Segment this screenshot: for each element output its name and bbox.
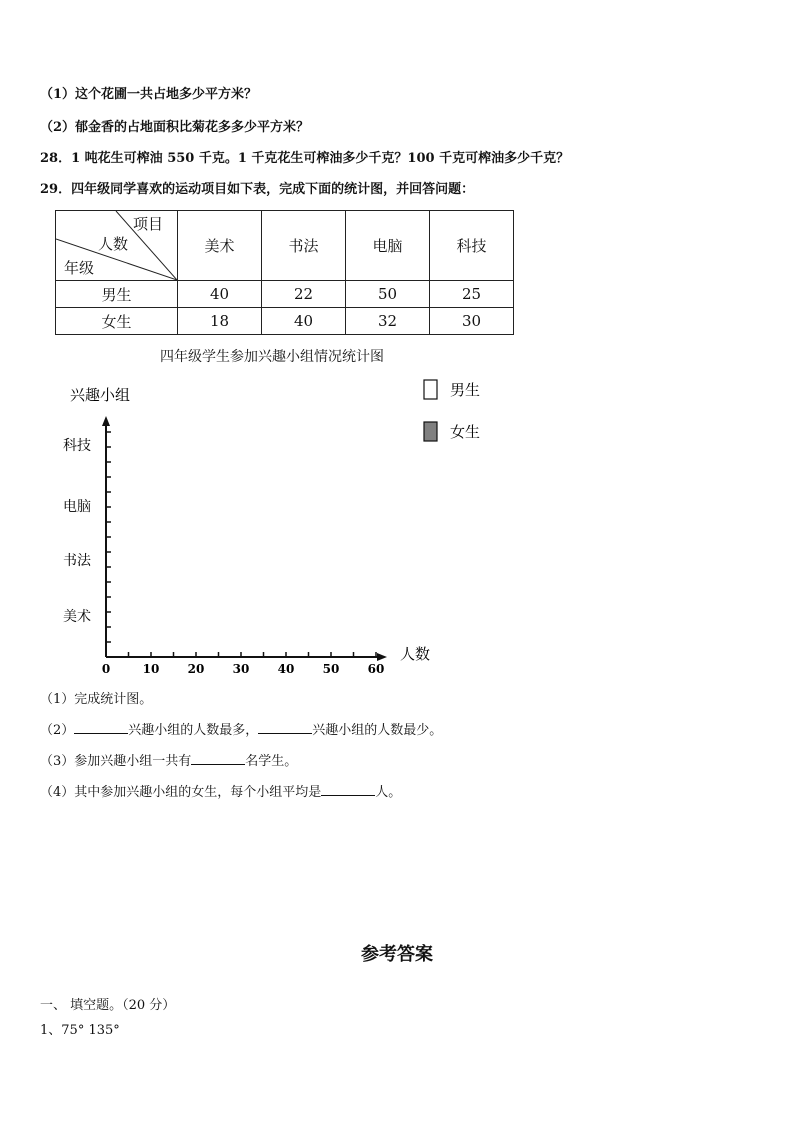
row-label: 男生 (56, 281, 178, 308)
table-cell: 25 (430, 281, 514, 308)
subquestion-2-suffix: 兴趣小组的人数最少。 (312, 723, 443, 738)
answers-section-heading: 一、 填空题。（20 分） (40, 998, 176, 1013)
chart-title: 四年级学生参加兴趣小组情况统计图 (160, 349, 384, 365)
table-cell: 22 (262, 281, 346, 308)
subquestion-2 (40, 719, 442, 738)
legend-label: 男生 (450, 381, 481, 399)
y-axis-title: 兴趣小组 (70, 386, 131, 404)
table-cell: 40 (178, 281, 262, 308)
subquestion-2-mid: 兴趣小组的人数最多， (128, 723, 259, 738)
answers-title: 参考答案 (361, 944, 433, 965)
answer-1: 1、75° 135° (40, 1023, 120, 1038)
corner-label-project: 项目 (133, 215, 164, 233)
table-cell: 50 (346, 281, 430, 308)
legend-swatch (424, 422, 437, 441)
x-tick-label: 30 (232, 662, 250, 676)
legend-label: 女生 (450, 423, 481, 441)
subquestion-1: （1）完成统计图。 (40, 692, 153, 707)
table-header-cell: 电脑 (346, 211, 430, 281)
subquestion-4-prefix: （4）其中参加兴趣小组的女生，每个小组平均是 (40, 785, 322, 800)
row-label: 女生 (56, 308, 178, 335)
x-axis-arrow (377, 653, 387, 661)
x-tick-label: 40 (277, 662, 295, 676)
x-tick-label: 50 (322, 662, 340, 676)
y-category-label: 电脑 (63, 499, 91, 515)
table-header-cell: 美术 (178, 211, 262, 281)
table-header-cell: 书法 (262, 211, 346, 281)
question-1: （1）这个花圃一共占地多少平方米？ (40, 87, 258, 102)
x-tick-label: 10 (142, 662, 160, 676)
table-cell: 32 (346, 308, 430, 335)
x-axis-title: 人数 (400, 645, 431, 663)
question-2: （2）郁金香的占地面积比菊花多多少平方米？ (40, 120, 310, 135)
y-category-label: 科技 (63, 438, 91, 454)
answer-blank[interactable] (258, 721, 312, 734)
corner-label-grade: 年级 (64, 259, 95, 277)
table-cell: 18 (178, 308, 262, 335)
table-cell: 40 (262, 308, 346, 335)
table-header-cell: 科技 (430, 211, 514, 281)
y-axis-arrow (102, 416, 110, 426)
answer-blank[interactable] (321, 783, 375, 796)
answer-blank[interactable] (191, 752, 245, 765)
subquestion-4-suffix: 人。 (375, 785, 402, 800)
x-tick-label: 60 (367, 662, 385, 676)
y-category-label: 书法 (63, 553, 91, 569)
answer-blank[interactable] (74, 721, 128, 734)
y-category-label: 美术 (63, 609, 91, 625)
legend-swatch (424, 380, 437, 399)
subquestion-3-prefix: （3）参加兴趣小组一共有 (40, 754, 192, 769)
table-cell: 30 (430, 308, 514, 335)
corner-label-people: 人数 (98, 235, 129, 253)
subquestion-3 (40, 750, 297, 769)
question-28: 28．1 吨花生可榨油 550 千克。1 千克花生可榨油多少千克？100 千克可榨油多少千克？ (40, 151, 570, 166)
subquestion-3-suffix: 名学生。 (245, 754, 298, 769)
subquestion-2-prefix: （2） (40, 723, 75, 738)
subquestion-4 (40, 781, 401, 800)
x-tick-label: 0 (101, 662, 111, 676)
question-29: 29．四年级同学喜欢的运动项目如下表，完成下面的统计图，并回答问题： (40, 182, 475, 197)
x-tick-label: 20 (187, 662, 205, 676)
